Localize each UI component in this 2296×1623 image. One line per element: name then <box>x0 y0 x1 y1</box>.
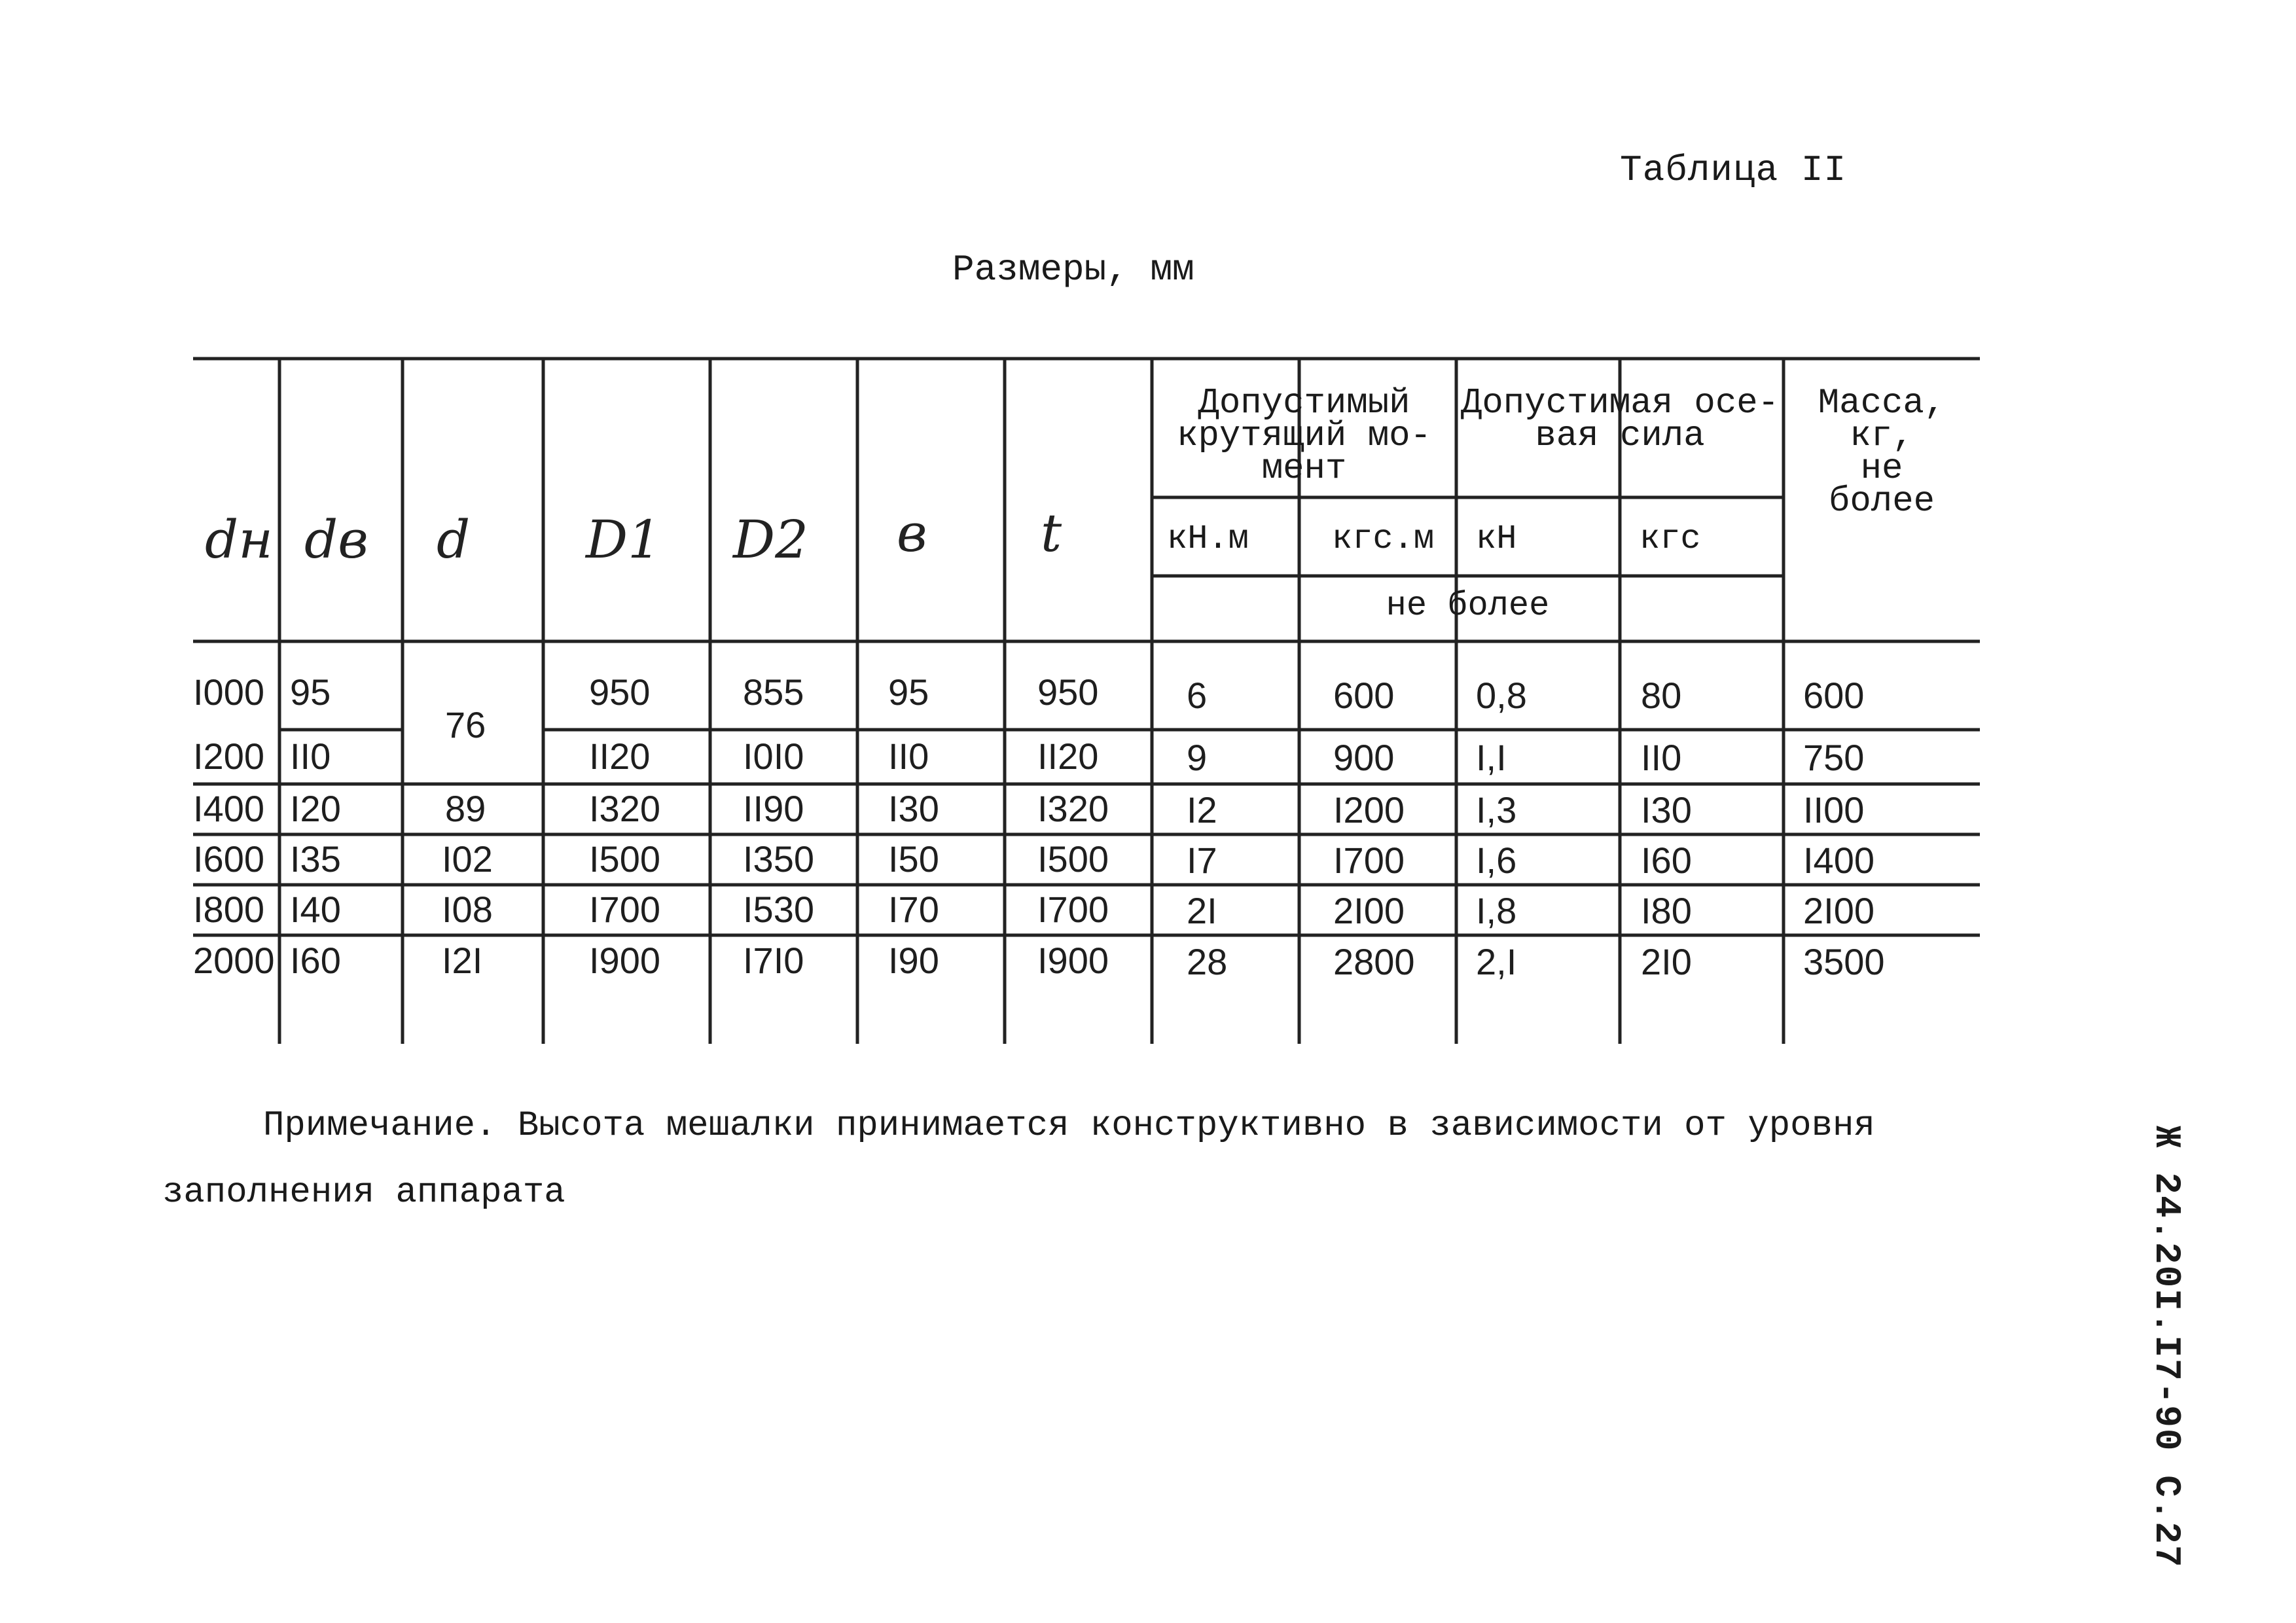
document-code: Ж 24.20I.I7-90 С.27 <box>2145 1126 2187 1569</box>
table-cell: I20 <box>290 788 341 829</box>
table-cell: I900 <box>589 940 660 981</box>
table-cell: II00 <box>1803 789 1865 830</box>
col-t-header: t <box>1041 503 1062 563</box>
table-cell: 950 <box>589 671 651 713</box>
units-caption: Размеры, мм <box>952 249 1194 291</box>
table-cell: 600 <box>1803 675 1865 716</box>
table-cell: 80 <box>1641 675 1682 716</box>
table-cell: 855 <box>743 671 804 713</box>
table-cell: I400 <box>1803 840 1874 881</box>
table-cell: 2,I <box>1476 941 1517 982</box>
table-cell: 750 <box>1803 737 1865 778</box>
table-cell: 2I00 <box>1803 890 1874 931</box>
table-cell: I35 <box>290 838 341 880</box>
table-cell: I80 <box>1641 890 1692 931</box>
table-cell: 2I <box>1187 890 1217 931</box>
table-cell: I320 <box>589 788 660 829</box>
table-cell: 3500 <box>1803 941 1885 982</box>
col-torque-header: Допустимый крутящий мо- мент <box>1177 383 1431 489</box>
col-d-header: d <box>437 509 471 570</box>
table-cell: 0,8 <box>1476 675 1527 716</box>
col-db-header: dв <box>304 509 368 570</box>
table-cell: I200 <box>193 736 264 777</box>
subcol-not-more: не более <box>1386 586 1550 625</box>
col-mass-header: Масса, кг, не более <box>1818 383 1946 522</box>
table-cell: I500 <box>1037 838 1109 880</box>
table-cell: 28 <box>1187 941 1228 982</box>
note-line-2: заполнения аппарата <box>162 1173 565 1213</box>
table-cell: 2I0 <box>1641 941 1692 982</box>
table-cell: II0 <box>888 736 929 777</box>
table-cell: I08 <box>442 889 493 930</box>
table-cell: I,3 <box>1476 789 1517 830</box>
table-cell: 900 <box>1333 737 1395 778</box>
col-b-header: в <box>897 503 927 563</box>
table-cell: 95 <box>290 671 331 713</box>
table-cell: I800 <box>193 889 264 930</box>
subcol-axial-kn: кН <box>1476 520 1517 558</box>
table-cell: 2800 <box>1333 941 1415 982</box>
table-cell: I500 <box>589 838 660 880</box>
table-cell: 95 <box>888 671 929 713</box>
col-d1-header: D1 <box>586 509 662 570</box>
table-cell: I,8 <box>1476 890 1517 931</box>
table-cell: 600 <box>1333 675 1395 716</box>
col-d2-header: D2 <box>733 509 809 570</box>
table-cell: I900 <box>1037 940 1109 981</box>
table-cell: I350 <box>743 838 814 880</box>
table-cell: I7I0 <box>743 940 804 981</box>
col-dn-header: dн <box>205 509 273 570</box>
table-cell: I40 <box>290 889 341 930</box>
table-cell: I700 <box>1037 889 1109 930</box>
subcol-torque-kgf: кгс.м <box>1332 520 1435 558</box>
table-cell: I320 <box>1037 788 1109 829</box>
table-cell: I200 <box>1333 789 1405 830</box>
table-cell: II20 <box>589 736 651 777</box>
table-number: Таблица II <box>1620 149 1847 191</box>
table-cell: I400 <box>193 788 264 829</box>
table-cell: II0 <box>1641 737 1682 778</box>
dimensions-table <box>193 353 1980 1047</box>
table-cell-merged: 76 <box>445 704 486 745</box>
table-cell: 950 <box>1037 671 1099 713</box>
table-cell: I700 <box>1333 840 1405 881</box>
table-cell: 6 <box>1187 675 1208 716</box>
subcol-axial-kgf: кгс <box>1640 520 1701 558</box>
table-cell: I700 <box>589 889 660 930</box>
table-cell: I60 <box>1641 840 1692 881</box>
table-cell: I2I <box>442 940 483 981</box>
col-axial-header: Допустимая осе- вая сила <box>1460 383 1780 456</box>
table-cell: II90 <box>743 788 804 829</box>
table-cell: I7 <box>1187 840 1217 881</box>
table-cell: I30 <box>888 788 939 829</box>
table-cell: 2I00 <box>1333 890 1405 931</box>
table-cell: I90 <box>888 940 939 981</box>
table-cell: II20 <box>1037 736 1099 777</box>
table-cell: I,I <box>1476 737 1507 778</box>
table-cell: I70 <box>888 889 939 930</box>
table-cell: I0I0 <box>743 736 804 777</box>
table-cell: I600 <box>193 838 264 880</box>
subcol-torque-kn: кН.м <box>1167 520 1249 558</box>
table-cell: I50 <box>888 838 939 880</box>
table-cell: II0 <box>290 736 331 777</box>
table-cell: I000 <box>193 671 264 713</box>
note-line-1: Примечание. Высота мешалки принимается конструктивно в зависимости от уровня <box>263 1106 1875 1146</box>
table-cell: 2000 <box>193 940 275 981</box>
table-cell: I,6 <box>1476 840 1517 881</box>
table-cell: 9 <box>1187 737 1208 778</box>
table-cell: I530 <box>743 889 814 930</box>
table-cell: I2 <box>1187 789 1217 830</box>
table-cell: I60 <box>290 940 341 981</box>
table-cell: 89 <box>445 788 486 829</box>
table-cell: I02 <box>442 838 493 880</box>
table-cell: I30 <box>1641 789 1692 830</box>
